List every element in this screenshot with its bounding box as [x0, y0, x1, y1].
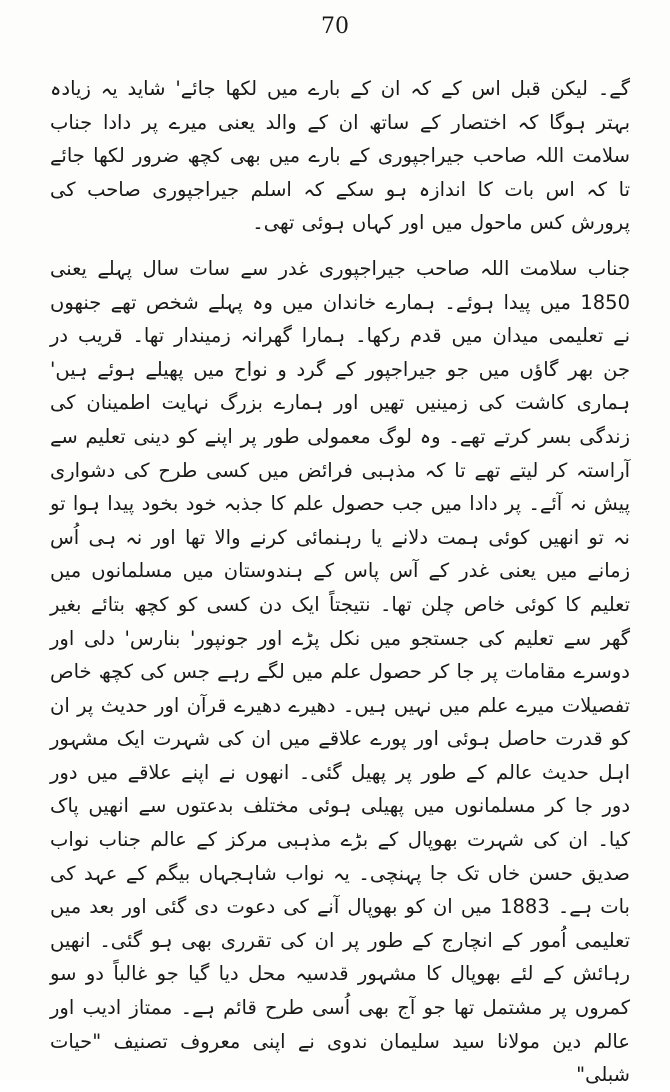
page-number: 70 [321, 14, 349, 39]
paragraph-2: جناب سلامت اللہ صاحب جیراجپوری غدر سے سات سال پہلے یعنی 1850 میں پیدا ہوئے۔ ہمارے خاندان میں وہ پہلے شخص تھے جنھوں نے تعلیمی میدان میں قدم رکھا۔ ہمارا گھرانہ زمیندار تھا۔ قریب در جن بھر گاؤں میں جو جیراجپور کے گرد و نواح میں پھیلے ہوئے ہیں' ہماری کاشت کی زمینیں تھیں اور ہمارے بزرگ نہایت اطمینان کی زندگی بسر کرتے تھے۔ وہ لوگ معمولی طور پر اپنے کو دینی تعلیم سے آراستہ کر لیتے تھے تا کہ مذہبی فرائض میں کسی طرح کی دشواری پیش نہ آئے۔ پر دادا میں جب حصول علم کا جذبہ خود بخود پیدا ہوا تو نہ تو انھیں کوئی ہمت دلانے یا رہنمائی کرنے والا تھا اور نہ ہی اُس زمانے میں یعنی غدر کے آس پاس کے ہندوستان میں مسلمانوں میں تعلیم کا کوئی خاص چلن تھا۔ نتیجتاً ایک دن کسی کو کچھ بتائے بغیر گھر سے تعلیم کی جستجو میں نکل پڑے اور جونپور' بنارس' دلی اور دوسرے مقامات پر جا کر حصول علم میں لگے رہے جس کی کچھ خاص تفصیلات میرے علم میں نہیں ہیں۔ دھیرے دھیرے قرآن اور حدیث پر ان کو قدرت حاصل ہوئی اور پورے علاقے میں ان کی شہرت ایک مشہور اہل حدیث عالم کے طور پر پھیل گئی۔ انھوں نے اپنے علاقے میں دور دور جا کر مسلمانوں میں پھیلی ہوئی مختلف بدعتوں سے انھیں پاک کیا۔ ان کی شہرت بھوپال کے بڑے مذہبی مرکز کے عالم جناب نواب صدیق حسن خاں تک جا پہنچی۔ یہ نواب شاہجہاں بیگم کے عہد کی بات ہے۔ 1883 میں ان کو بھوپال آنے کی دعوت دی گئی اور بعد میں تعلیمی اُمور کے انچارج کے طور پر ان کی تقرری بھی ہو گئی۔ انھیں رہائش کے لئے بھوپال کا مشہور قدسیہ محل دیا گیا جو غالباً دو سو کمروں پر مشتمل تھا جو آج بھی اُسی طرح قائم ہے۔ ممتاز ادیب اور عالم دین مولانا سید سلیمان ندوی نے اپنی معروف تصنیف "حیات شبلی" [50, 256, 630, 1087]
body-text [50, 72, 630, 1092]
paragraph-1: گے۔ لیکن قبل اس کے کہ ان کے بارے میں لکھا جائے' شاید یہ زیادہ بہتر ہوگا کہ اختصار کے ساتھ ان کے والد یعنی میرے پر دادا جناب سلامت اللہ صاحب جیراجپوری کے بارے میں بھی کچھ ضرور لکھا جائے تا کہ اس بات کا اندازہ ہو سکے کہ اسلم جیراجپوری صاحب کی پرورش کس ماحول میں اور کہاں ہوئی تھی۔ [50, 77, 630, 235]
